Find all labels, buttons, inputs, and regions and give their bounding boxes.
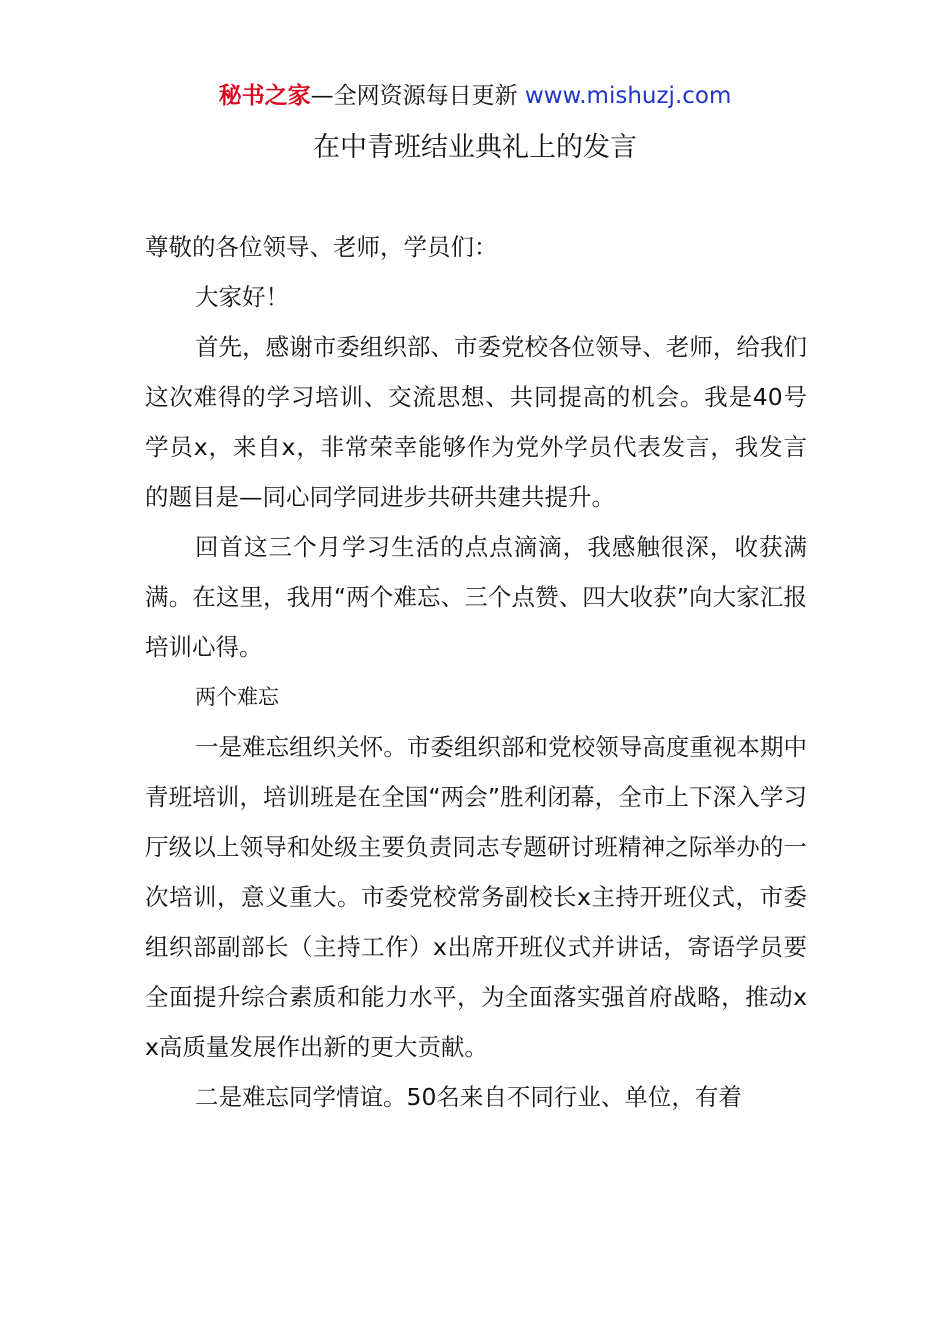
body-paragraph: 二是难忘同学情谊。50名来自不同行业、单位，有着	[195, 1083, 742, 1111]
site-url-link[interactable]: www.mishuzj.com	[524, 83, 732, 109]
document-title: 在中青班结业典礼上的发言	[313, 132, 637, 163]
site-tagline: —全网资源每日更新	[310, 83, 518, 109]
body-paragraph: 一是难忘组织关怀。市委组织部和党校领导高度重视本期中青班培训，培训班是在全国“两会”胜利闭幕，全市上下深入学习厅级以上领导和处级主要负责同志专题研讨班精神之际举办的一次培训，意义重大。市委党校常务副校长x主持开班仪式，市委组织部副部长（主持工作）x出席开班仪式并讲话，寄语学员要全面提升综合素质和能力水平，为全面落实强首府战略，推动xx高质量发展作出新的更大贡献。	[145, 733, 807, 1061]
salutation-paragraph: 尊敬的各位领导、老师，学员们：	[145, 233, 498, 261]
greeting-paragraph: 大家好！	[195, 283, 289, 311]
body-paragraph: 首先，感谢市委组织部、市委党校各位领导、老师，给我们这次难得的学习培训、交流思想、共同提高的机会。我是40号学员x，来自x，非常荣幸能够作为党外学员代表发言，我发言的题目是—同心同学同进步共研共建共提升。	[145, 333, 807, 511]
section-heading: 两个难忘	[195, 685, 279, 709]
site-brand: 秘书之家	[218, 83, 311, 109]
body-paragraph: 回首这三个月学习生活的点点滴滴，我感触很深，收获满满。在这里，我用“两个难忘、三个点赞、四大收获”向大家汇报培训心得。	[145, 533, 807, 661]
site-header	[0, 80, 950, 112]
document-body	[145, 222, 807, 1122]
